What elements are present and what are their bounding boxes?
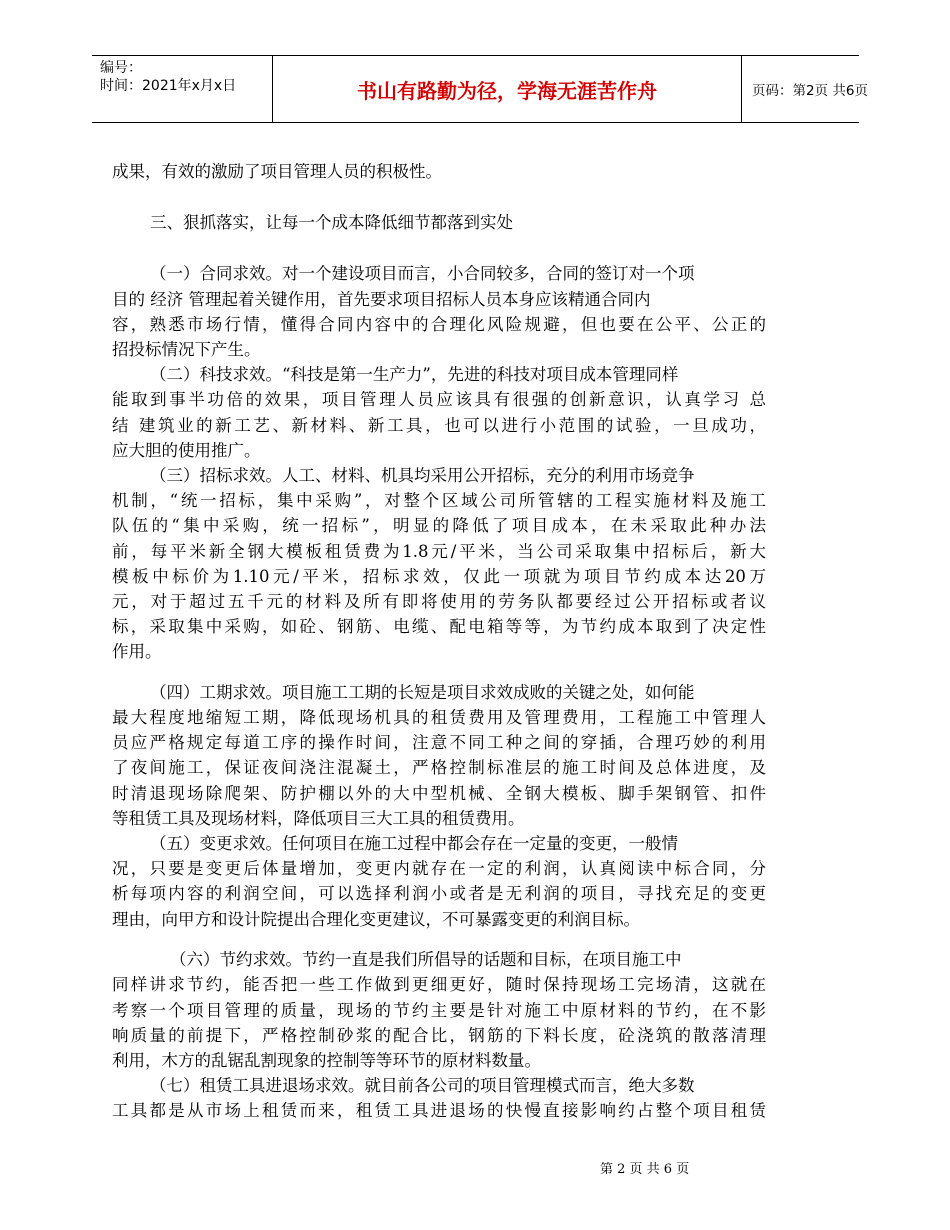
text-line: 等租赁工具及现场材料，降低项目三大工具的租赁费用。 xyxy=(112,809,525,828)
text-line: 招投标情况下产生。 xyxy=(112,340,261,359)
page-header xyxy=(92,55,868,123)
text-line: 模板中标价为1.10元/平米，招标求效，仅此一项就为项目节约成本达20万 xyxy=(112,567,766,586)
text-line: 结 建筑业的新工艺、新材料、新工具，也可以进行小范围的试验，一旦成功， xyxy=(112,416,766,435)
text-line: 时清退现场除爬架、防护棚以外的大中型机械、全钢大模板、脚手架钢管、扣件 xyxy=(112,784,766,803)
text-line: 响质量的前提下，严格控制砂浆的配合比，钢筋的下料长度，砼浇筑的散落清理 xyxy=(112,1026,766,1045)
text-line: 队伍的“集中采购，统一招标”，明显的降低了项目成本，在未采取此种办法 xyxy=(112,516,766,535)
header-page-info: 页码：第2页 共6页 xyxy=(752,83,868,99)
text-line: 况，只要是变更后体量增加，变更内就存在一定的利润，认真阅读中标合同，分 xyxy=(112,859,766,878)
text-line: （七）租赁工具进退场求效。就目前各公司的项目管理模式而言，绝大多数 xyxy=(150,1076,695,1095)
text-line: 作用。 xyxy=(112,642,162,661)
text-line: 了夜间施工，保证夜间浇注混凝土，严格控制标准层的施工时间及总体进度，及 xyxy=(112,758,766,777)
text-line: 最大程度地缩短工期，降低现场机具的租赁费用及管理费用，工程施工中管理人 xyxy=(112,708,766,727)
document-time-label: 时间：2021年x月x日 xyxy=(100,78,237,94)
text-line: 员应严格规定每道工序的操作时间，注意不同工种之间的穿插，合理巧妙的利用 xyxy=(112,733,766,752)
text-line: 能取到事半功倍的效果，项目管理人员应该具有很强的创新意识，认真学习 总 xyxy=(112,390,766,409)
text-line: 同样讲求节约，能否把一些工作做到更细更好，随时保持现场工完场清，这就在 xyxy=(112,975,766,994)
text-line: （五）变更求效。任何项目在施工过程中都会存在一定量的变更，一般情 xyxy=(150,834,678,853)
text-line: 理由，向甲方和设计院提出合理化变更建议，不可暴露变更的利润目标。 xyxy=(112,910,640,929)
text-line: （四）工期求效。项目施工工期的长短是项目求效成败的关键之处，如何能 xyxy=(150,683,695,702)
text-line: 成果，有效的激励了项目管理人员的积极性。 xyxy=(112,162,442,181)
text-line: 元，对于超过五千元的材料及所有即将使用的劳务队都要经过公开招标或者议 xyxy=(112,592,766,611)
text-line: 机制，“统一招标，集中采购”，对整个区域公司所管辖的工程实施材料及施工 xyxy=(112,491,766,510)
text-line: 应大胆的使用推广。 xyxy=(112,441,261,460)
header-motto-cell xyxy=(272,56,742,122)
text-line: 三、狠抓落实，让每一个成本降低细节都落到实处 xyxy=(150,213,513,232)
text-line: （二）科技求效。“科技是第一生产力”，先进的科技对项目成本管理同样 xyxy=(150,365,679,384)
text-line: 容，熟悉市场行情，懂得合同内容中的合理化风险规避，但也要在公平、公正的 xyxy=(112,315,766,334)
page-footer: 第 2 页 共 6 页 xyxy=(600,1162,690,1177)
text-line: 析每项内容的利润空间，可以选择利润小或者是无利润的项目，寻找充足的变更 xyxy=(112,884,766,903)
document-number-label: 编号： xyxy=(100,60,142,76)
text-line: 利用，木方的乱锯乱割现象的控制等等环节的原材料数量。 xyxy=(112,1051,541,1070)
text-line: 标，采取集中采购，如砼、钢筋、电缆、配电箱等等，为节约成本取到了决定性 xyxy=(112,617,766,636)
text-line: 工具都是从市场上租赁而来，租赁工具进退场的快慢直接影响约占整个项目租赁 xyxy=(112,1101,766,1120)
text-line: （三）招标求效。人工、材料、机具均采用公开招标，充分的利用市场竞争 xyxy=(150,466,695,485)
text-line: 前，每平米新全钢大模板租赁费为1.8元/平米，当公司采取集中招标后，新大 xyxy=(112,542,766,561)
text-line: （一）合同求效。对一个建设项目而言，小合同较多，合同的签订对一个项 xyxy=(150,264,695,283)
text-line: （六）节约求效。节约一直是我们所倡导的话题和目标，在项目施工中 xyxy=(170,950,682,969)
header-motto: 书山有路勤为径，学海无涯苦作舟 xyxy=(357,78,657,103)
text-line: 考察一个项目管理的质量，现场的节约主要是针对施工中原材料的节约，在不影 xyxy=(112,1001,766,1020)
header-meta xyxy=(92,56,272,122)
text-line: 目的 经济 管理起着关键作用，首先要求项目招标人员本身应该精通合同内 xyxy=(112,290,651,309)
